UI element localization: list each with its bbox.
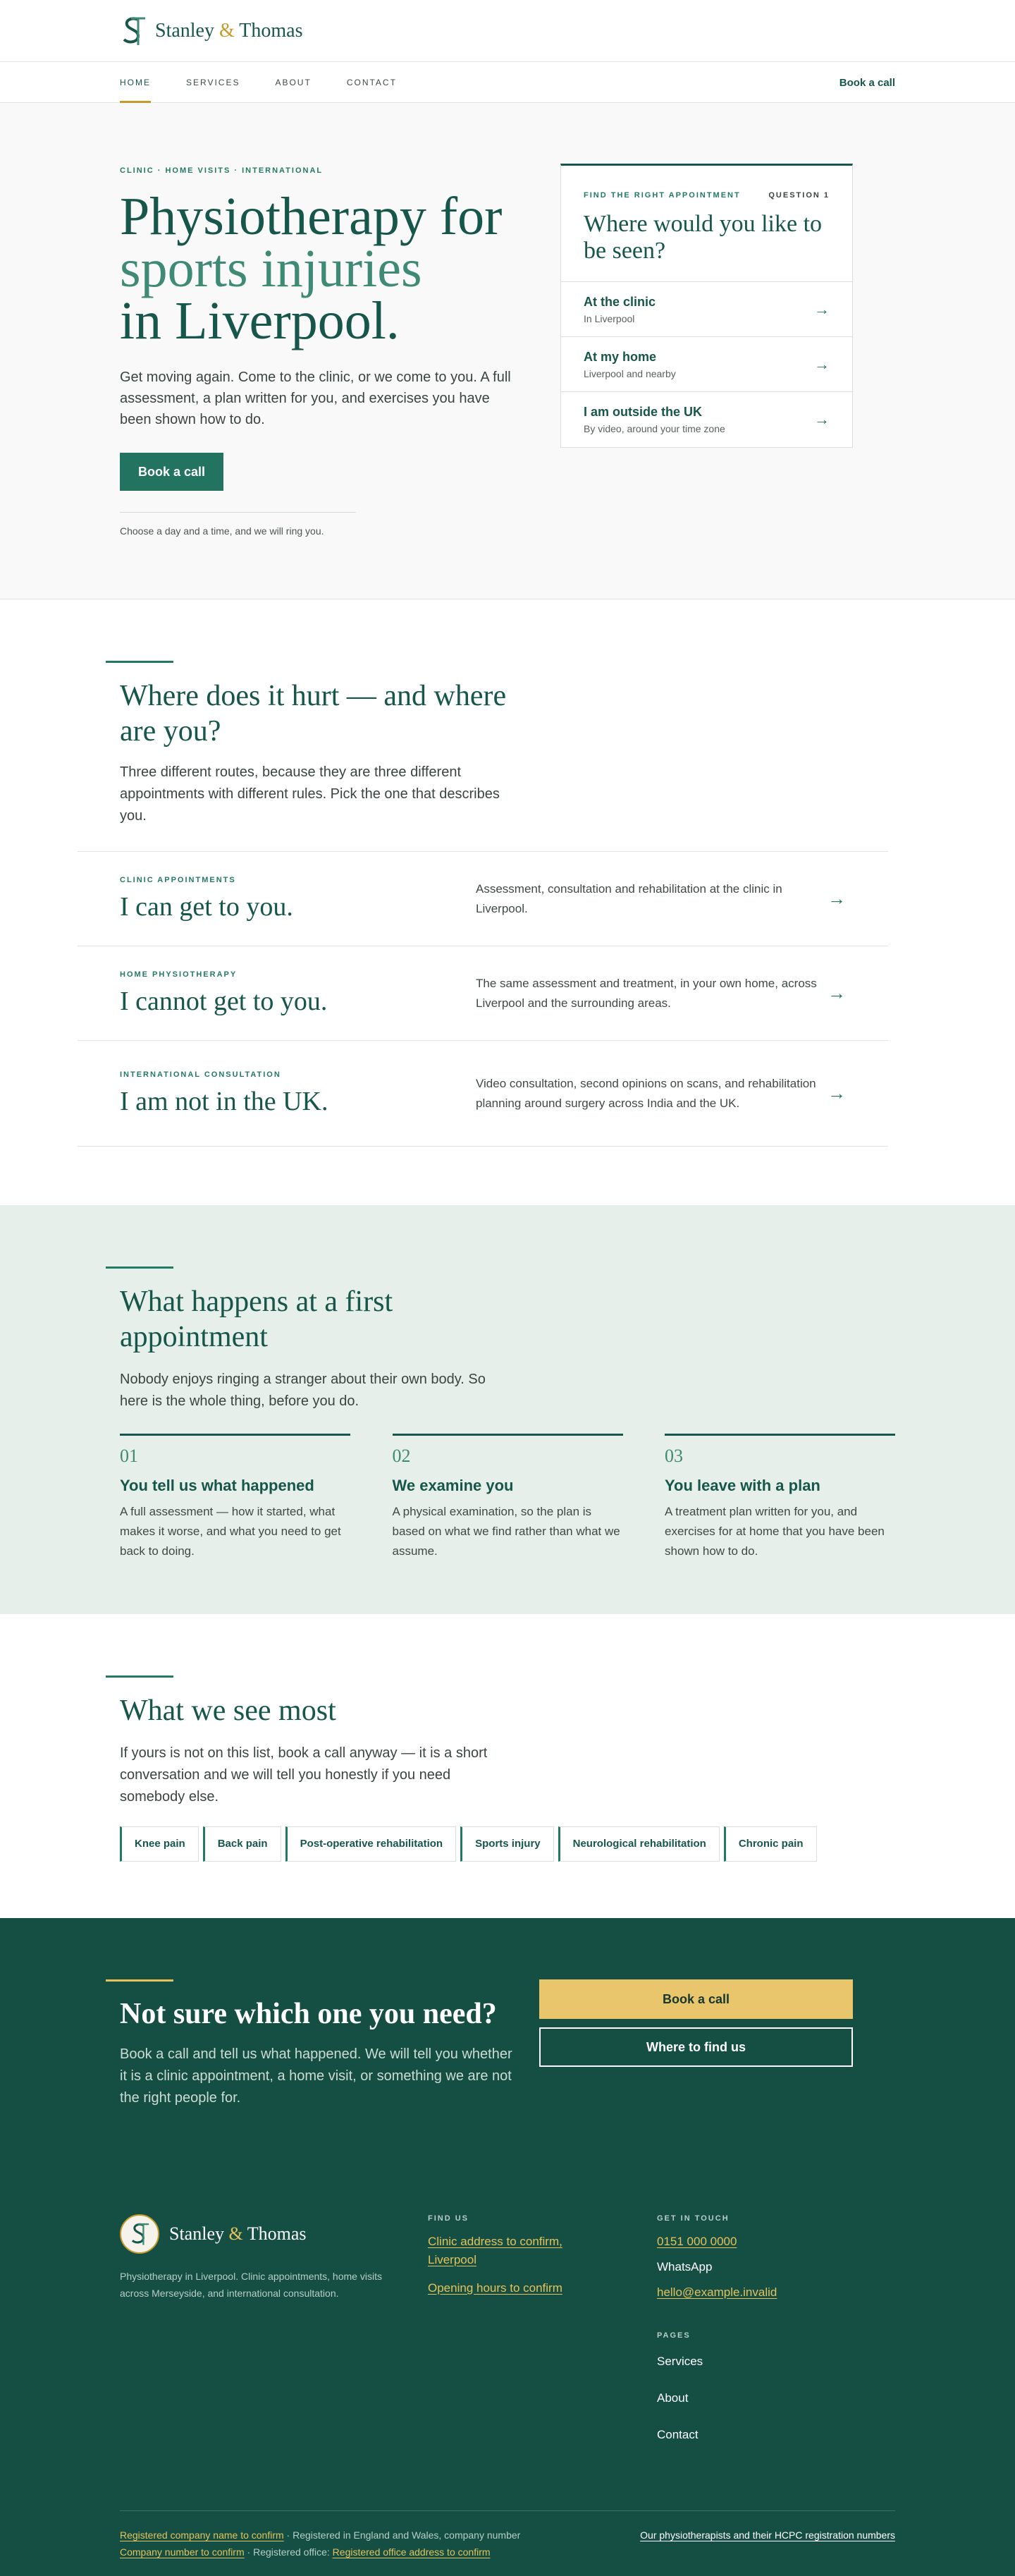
step-title: You leave with a plan xyxy=(665,1477,820,1494)
route-title: I can get to you. xyxy=(120,891,293,922)
hero-title-line2: sports injuries xyxy=(120,239,422,298)
route-title: I cannot get to you. xyxy=(120,986,328,1016)
arrow-right-icon: → xyxy=(828,982,846,1003)
arrow-right-icon: → xyxy=(814,355,830,373)
site-header xyxy=(0,0,1015,62)
condition-pill-back[interactable]: Back pain xyxy=(203,1826,281,1862)
legal-hcpc-link[interactable]: Our physiotherapists and their HCPC registration numbers xyxy=(640,2529,895,2541)
step-title: You tell us what happened xyxy=(120,1477,314,1494)
arrow-right-icon: → xyxy=(828,1082,846,1104)
conditions-list xyxy=(120,1826,895,1862)
hero-content xyxy=(120,166,515,537)
step-desc: A full assessment — how it started, what makes it worse, and what you need to get back to doing. xyxy=(120,1505,341,1558)
route-tag: INTERNATIONAL CONSULTATION xyxy=(120,1070,281,1079)
routes-title: Where does it hurt — and where are you? xyxy=(120,680,507,747)
route-desc: The same assessment and treatment, in your own home, across Liverpool and the surrounding areas. xyxy=(476,976,817,1010)
legal-company-link[interactable]: Registered company name to confirm xyxy=(120,2529,284,2541)
finder-header xyxy=(561,166,852,282)
finder-option-title: At the clinic xyxy=(584,294,656,309)
condition-pill-neuro[interactable]: Neurological rehabilitation xyxy=(558,1826,720,1862)
footer-email-link[interactable]: hello@example.invalid xyxy=(657,2285,777,2299)
step-number: 02 xyxy=(392,1446,411,1466)
route-tag: HOME PHYSIOTHERAPY xyxy=(120,970,238,979)
condition-pill-knee[interactable]: Knee pain xyxy=(120,1826,199,1862)
hero-book-call-button[interactable]: Book a call xyxy=(120,453,223,491)
routes-header xyxy=(120,678,515,827)
footer-wordmark xyxy=(169,2223,307,2245)
conditions-header xyxy=(120,1693,515,1808)
cta-find-us-button[interactable]: Where to find us xyxy=(539,2027,853,2067)
section-accent-bar xyxy=(106,1675,173,1678)
logo-name-first: Stanley xyxy=(155,20,214,42)
steps-list xyxy=(120,1434,895,1561)
hero-title-line1: Physiotherapy for xyxy=(120,187,503,246)
cta-content xyxy=(120,1997,515,2109)
finder-option-sub: By video, around your time zone xyxy=(584,423,725,434)
step-desc: A physical examination, so the plan is based on what we find rather than what we assume. xyxy=(392,1505,620,1558)
step-number: 01 xyxy=(120,1446,138,1466)
footer-address-link[interactable]: Clinic address to confirm, Liverpool xyxy=(428,2235,562,2266)
finder-question: Where would you like to be seen? xyxy=(584,211,823,264)
footer-page-services[interactable]: Services xyxy=(657,2355,703,2368)
footer-touch-label: GET IN TOUCH xyxy=(657,2214,730,2223)
legal-text1: · Registered in England and Wales, company number xyxy=(283,2529,521,2541)
hero-eyebrow: CLINIC · HOME VISITS · INTERNATIONAL xyxy=(120,166,324,175)
finder-step: QUESTION 1 xyxy=(768,191,830,200)
footer-pages xyxy=(657,2352,868,2444)
condition-pill-sports[interactable]: Sports injury xyxy=(460,1826,554,1862)
footer-name-first: Stanley xyxy=(169,2223,224,2244)
route-clinic[interactable] xyxy=(78,852,888,946)
finder-option-clinic[interactable] xyxy=(561,282,852,337)
step-desc: A treatment plan written for you, and exercises for at home that you have been shown how to do. xyxy=(665,1505,885,1558)
footer-pages-label: PAGES xyxy=(657,2331,691,2340)
footer-whatsapp-link[interactable]: WhatsApp xyxy=(657,2260,713,2273)
cta-buttons xyxy=(539,1979,853,2067)
footer-logo[interactable] xyxy=(120,2214,402,2254)
arrow-right-icon: → xyxy=(828,888,846,909)
hero-title-line3: in Liverpool. xyxy=(120,291,400,350)
main-nav xyxy=(0,62,1015,103)
section-accent-bar xyxy=(106,661,173,663)
route-tag: CLINIC APPOINTMENTS xyxy=(120,875,236,884)
route-desc: Assessment, consultation and rehabilitation at the clinic in Liverpool. xyxy=(476,881,782,915)
legal-left xyxy=(120,2527,520,2560)
footer-description: Physiotherapy in Liverpool. Clinic appointments, home visits across Merseyside, and international consultation. xyxy=(120,2271,382,2299)
route-home[interactable] xyxy=(78,946,888,1041)
section-accent-bar xyxy=(106,1266,173,1269)
nav-about[interactable]: ABOUT xyxy=(275,78,312,87)
finder-option-title: At my home xyxy=(584,349,657,364)
footer-brand xyxy=(120,2214,402,2302)
footer-hours-link[interactable]: Opening hours to confirm xyxy=(428,2281,562,2295)
hero-divider xyxy=(120,512,356,513)
logo-wordmark[interactable] xyxy=(155,20,303,42)
logo-name-last: Thomas xyxy=(239,20,303,42)
footer-name-last: Thomas xyxy=(247,2223,307,2244)
finder-option-sub: Liverpool and nearby xyxy=(584,367,676,379)
finder-option-abroad[interactable] xyxy=(561,392,852,447)
condition-pill-postop[interactable]: Post-operative rehabilitation xyxy=(285,1826,457,1862)
cta-section xyxy=(0,1918,1015,2135)
finder-meta xyxy=(584,191,830,200)
footer-find-us xyxy=(428,2214,590,2297)
dark-footer-area xyxy=(0,1918,1015,2576)
finder-option-home[interactable] xyxy=(561,337,852,392)
section-accent-bar xyxy=(106,1979,173,1982)
route-desc: Video consultation, second opinions on scans, and rehabilitation planning around surgery across India and the UK. xyxy=(476,1076,816,1110)
first-title: What happens at a first appointment xyxy=(120,1286,393,1353)
footer-phone-link[interactable]: 0151 000 0000 xyxy=(657,2235,737,2248)
footer-page-about[interactable]: About xyxy=(657,2391,689,2405)
nav-book-call-link[interactable]: Book a call xyxy=(839,76,895,89)
legal-number-link[interactable]: Company number to confirm xyxy=(120,2546,245,2558)
site-footer xyxy=(0,2135,1015,2576)
hero-title xyxy=(120,187,515,350)
step-title: We examine you xyxy=(392,1477,514,1494)
arrow-right-icon: → xyxy=(814,410,830,428)
nav-contact[interactable]: CONTACT xyxy=(346,78,397,87)
first-header xyxy=(120,1284,515,1412)
step-item xyxy=(120,1434,350,1561)
footer-find-label: FIND US xyxy=(428,2214,469,2223)
footer-monogram-icon xyxy=(120,2214,159,2254)
footer-page-contact[interactable]: Contact xyxy=(657,2428,699,2441)
step-number: 03 xyxy=(665,1446,683,1466)
routes-lead: Three different routes, because they are three different appointments with different rules. Pick the one that describes you. xyxy=(120,764,500,824)
hero-section xyxy=(0,103,1015,599)
routes-section xyxy=(0,599,1015,1205)
cta-lead: Book a call and tell us what happened. We will tell you whether it is a clinic appointment, a home visit, or something we are not the right people for. xyxy=(120,2046,512,2106)
footer-ampersand: & xyxy=(228,2223,243,2244)
hero-note: Choose a day and a time, and we will ring you. xyxy=(120,525,324,537)
cta-book-call-button[interactable]: Book a call xyxy=(539,1979,853,2019)
first-lead: Nobody enjoys ringing a stranger about their own body. So here is the whole thing, before you do. xyxy=(120,1372,486,1409)
finder-option-sub: In Liverpool xyxy=(584,312,635,324)
logo-monogram-icon[interactable] xyxy=(120,16,147,47)
nav-home[interactable]: HOME xyxy=(120,62,151,103)
legal-office-link[interactable]: Registered office address to confirm xyxy=(332,2546,491,2558)
condition-pill-chronic[interactable]: Chronic pain xyxy=(724,1826,817,1862)
route-international[interactable] xyxy=(78,1041,888,1147)
conditions-lead: If yours is not on this list, book a call anyway — it is a short conversation and we will tell you honestly if you need somebody else. xyxy=(120,1745,488,1805)
route-title: I am not in the UK. xyxy=(120,1086,328,1116)
legal-right xyxy=(640,2527,895,2560)
legal-text2: · Registered office: xyxy=(244,2546,333,2558)
logo-ampersand: & xyxy=(219,20,235,42)
finder-option-title: I am outside the UK xyxy=(584,405,703,419)
first-appointment-section xyxy=(0,1205,1015,1614)
arrow-right-icon: → xyxy=(814,300,830,318)
step-item xyxy=(393,1434,623,1561)
appointment-finder xyxy=(560,164,853,448)
conditions-section xyxy=(0,1614,1015,1918)
footer-legal xyxy=(120,2510,895,2560)
hero-lead: Get moving again. Come to the clinic, or we come to you. A full assessment, a plan written for you, and exercises you have been shown how to do. xyxy=(120,370,511,427)
finder-label: FIND THE RIGHT APPOINTMENT xyxy=(584,191,741,200)
nav-services[interactable]: SERVICES xyxy=(186,78,240,87)
conditions-title: What we see most xyxy=(120,1695,336,1727)
route-list xyxy=(78,851,888,1147)
step-item xyxy=(665,1434,895,1561)
footer-contact xyxy=(657,2214,868,2444)
cta-title: Not sure which one you need? xyxy=(120,1998,497,2030)
